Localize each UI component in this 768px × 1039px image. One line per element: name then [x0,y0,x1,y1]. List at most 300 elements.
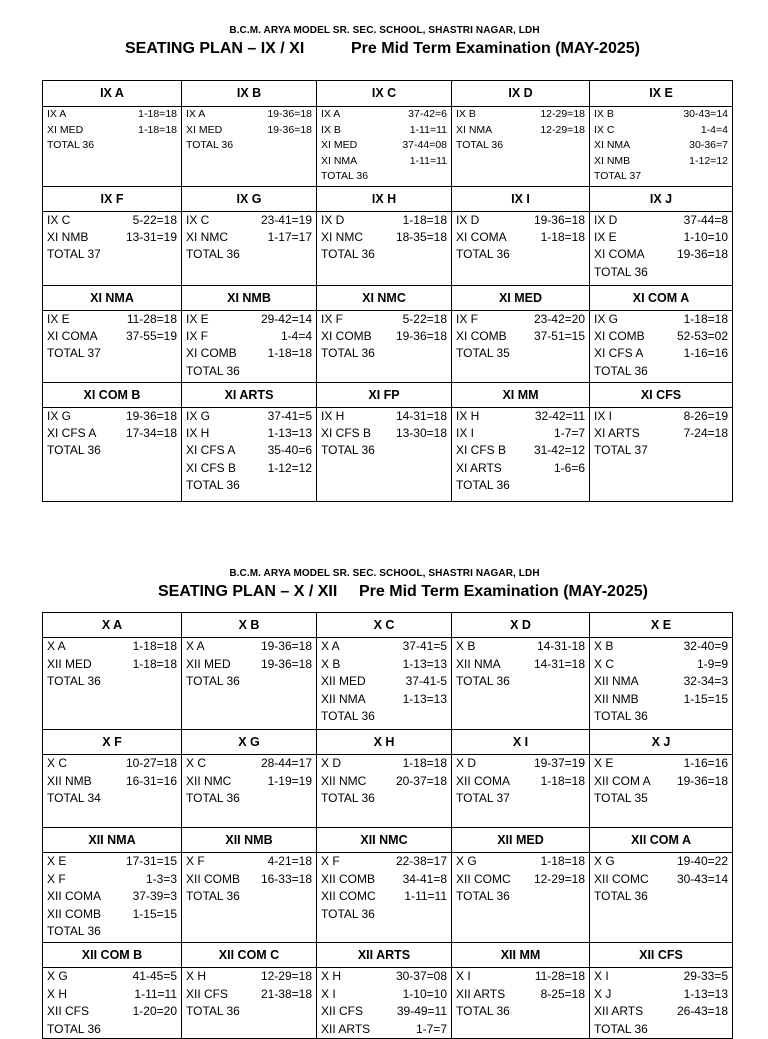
room-cell [590,730,733,828]
roll-range: 14-31-18 [536,639,585,653]
seat-allocation-line [43,425,181,442]
class-section: TOTAL 36 [456,674,510,689]
room-name: XI MM [452,383,589,408]
roll-range: 1-19=19 [267,773,312,788]
room-cell [182,613,317,730]
seat-allocation-line [590,853,732,871]
seat-allocation-line [43,408,181,425]
room-name: IX G [182,187,316,212]
room-name: IX D [452,81,589,107]
class-section: XI NMA [594,139,631,151]
class-section: IX D [321,213,345,227]
class-section: X A [47,639,66,653]
room-cell [317,828,452,943]
seat-allocation-line [43,673,181,691]
roll-range: 37-41-5 [405,674,447,689]
room-cell [317,81,452,187]
room-name: XII NMA [43,828,181,853]
room-name: XII NMB [182,828,316,853]
roll-range: 19-36=18 [260,639,312,653]
seat-allocation-line [317,656,451,674]
class-section: XII COMA [456,773,511,788]
seat-allocation-line [590,755,732,773]
seat-allocation-line [317,986,451,1004]
seat-allocation-line [317,871,451,889]
roll-range: 20-37=18 [395,773,447,788]
seat-allocation-line [452,1003,589,1021]
seat-allocation-line [182,363,316,380]
seat-allocation-line [452,229,589,246]
roll-range: 1-3=3 [145,871,177,886]
class-section: IX E [594,230,617,245]
seat-allocation-line [182,138,316,154]
seat-allocation-line [452,888,589,906]
seat-allocation-line [182,968,316,986]
class-section: IX I [594,409,613,423]
roll-range: 1-11=11 [404,889,447,904]
roll-range: 37-55=19 [125,329,177,344]
seat-allocation-line [317,708,451,726]
roll-range: 1-15=15 [683,691,728,706]
roll-range: 37-42=6 [408,108,447,120]
roll-range: 19-36=18 [267,108,312,120]
roll-range: 1-18=18 [683,312,728,326]
roll-range: 19-36=18 [533,213,585,227]
class-section: IX F [456,312,479,326]
seat-allocation-line [590,345,732,362]
seat-allocation-line [317,345,451,362]
class-section: IX A [321,108,341,120]
roll-range: 1-12=12 [267,460,312,475]
roll-range: 8-26=19 [683,409,728,423]
seat-allocation-line [43,790,181,808]
seat-allocation-line [182,408,316,425]
class-section: XII CFS [47,1004,90,1019]
roll-range: 18-35=18 [395,230,447,245]
roll-range: 37-51=15 [533,329,585,344]
class-section: TOTAL 36 [186,791,240,806]
seat-allocation-line [317,154,451,170]
seat-allocation-line [590,311,732,328]
seat-allocation-line [317,968,451,986]
room-name: XII COM C [182,943,316,968]
room-row [43,943,733,1039]
seat-allocation-line [43,138,181,154]
class-section: XII COMB [47,906,102,921]
roll-range: 37-41=5 [402,639,447,653]
class-section: X F [321,854,340,868]
room-cell [590,613,733,730]
seat-allocation-line [452,853,589,871]
seat-allocation-line [452,986,589,1004]
room-name: X E [590,613,732,638]
room-cell [590,187,733,286]
roll-range: 5-22=18 [132,213,177,227]
seat-allocation-line [182,311,316,328]
class-section: IX B [321,123,341,136]
class-section: IX F [186,329,209,344]
class-section: IX C [186,213,210,227]
exam-name: Pre Mid Term Examination (MAY-2025) [359,583,648,600]
seat-allocation-line [590,442,732,459]
roll-range: 1-18=18 [138,108,177,120]
seat-allocation-line [43,871,181,889]
room-cell [452,730,590,828]
class-section: XI NMB [594,154,631,167]
class-section: TOTAL 36 [186,247,240,262]
class-section: XI CFS B [456,443,507,458]
room-cell [452,286,590,383]
class-section: XII NMB [594,691,639,706]
roll-range: 1-7=7 [553,426,585,441]
seat-allocation-line [317,691,451,709]
class-section: X C [186,756,207,770]
seat-allocation-line [317,123,451,139]
class-section: XI COMB [321,329,372,344]
seat-allocation-line [590,673,732,691]
seat-allocation-line [317,1003,451,1021]
roll-range: 28-44=17 [260,756,312,770]
class-section: XII ARTS [456,986,506,1001]
room-cell [182,730,317,828]
room-cell [452,383,590,502]
seat-allocation-line [43,328,181,345]
roll-range: 1-16=16 [683,756,728,770]
room-name: XI ARTS [182,383,316,408]
roll-range: 37-44=08 [402,139,447,151]
roll-range: 32-34=3 [683,674,728,689]
roll-range: 17-31=15 [125,854,177,868]
room-cell [317,943,452,1039]
seating-table [42,612,733,1039]
class-section: TOTAL 36 [321,906,375,921]
room-name: XII NMC [317,828,451,853]
seat-allocation-line [317,638,451,656]
seat-allocation-line [452,460,589,477]
room-cell [43,383,182,502]
room-name: XI NMA [43,286,181,311]
seat-allocation-line [43,923,181,941]
seat-allocation-line [43,123,181,139]
roll-range: 1-13=13 [267,426,312,441]
room-name: IX F [43,187,181,212]
roll-range: 11-28=18 [534,969,585,983]
class-section: XII NMB [47,773,92,788]
seat-allocation-line [43,442,181,459]
room-cell [317,187,452,286]
class-section: X B [594,639,614,653]
room-name: XI COM A [590,286,732,311]
roll-range: 8-25=18 [540,986,585,1001]
seat-allocation-line [182,755,316,773]
class-section: XII ARTS [594,1004,644,1019]
seat-allocation-line [182,853,316,871]
class-section: IX I [456,426,475,441]
roll-range: 1-18=18 [540,773,585,788]
class-section: XI NMC [321,230,363,245]
class-section: XII MED [47,656,92,671]
roll-range: 4-21=18 [267,854,312,868]
seat-allocation-line [182,229,316,246]
seat-allocation-line [317,906,451,924]
room-name: XI NMC [317,286,451,311]
class-section: X A [186,639,205,653]
class-section: TOTAL 36 [594,889,648,904]
room-cell [43,943,182,1039]
seat-allocation-line [590,638,732,656]
roll-range: 12-29=18 [540,123,585,136]
seat-allocation-line [590,408,732,425]
room-cell [590,286,733,383]
seat-allocation-line [452,477,589,494]
seat-allocation-line [590,212,732,229]
seat-allocation-line [43,1021,181,1039]
class-section: XI ARTS [594,426,640,441]
class-section: XI MED [186,123,223,136]
class-section: IX H [186,426,210,441]
class-section: TOTAL 37 [594,170,642,182]
seat-allocation-line [43,906,181,924]
seat-allocation-line [43,656,181,674]
seat-allocation-line [182,442,316,459]
seat-allocation-line [43,986,181,1004]
seat-allocation-line [452,871,589,889]
room-name: XII ARTS [317,943,451,968]
seat-allocation-line [452,246,589,263]
seat-allocation-line [317,888,451,906]
class-section: X H [186,969,207,983]
class-section: X B [456,639,476,653]
seat-allocation-line [590,169,732,185]
class-section: XI NMA [456,123,493,136]
class-section: X G [47,969,68,983]
seat-allocation-line [452,345,589,362]
class-section: XII CFS [321,1004,364,1019]
seat-allocation-line [452,107,589,123]
seat-allocation-line [182,107,316,123]
roll-range: 21-38=18 [260,986,312,1001]
seat-allocation-line [182,656,316,674]
roll-range: 19-36=18 [676,773,728,788]
room-cell [43,187,182,286]
class-section: XI NMA [321,154,358,167]
room-cell [182,81,317,187]
seat-allocation-line [590,264,732,281]
class-section: TOTAL 36 [456,889,510,904]
class-section: X I [321,986,336,1001]
seat-allocation-line [590,107,732,123]
room-name: X B [182,613,316,638]
seat-allocation-line [590,708,732,726]
class-section: TOTAL 37 [594,443,648,458]
seat-allocation-line [317,229,451,246]
roll-range: 1-11=11 [134,986,177,1001]
school-name: B.C.M. ARYA MODEL SR. SEC. SCHOOL, SHASTRI NAGAR, LDH [229,25,540,36]
class-section: TOTAL 36 [47,139,95,151]
class-section: TOTAL 36 [594,363,648,378]
roll-range: 1-9=9 [696,656,728,671]
room-name: X G [182,730,316,755]
class-section: XII COMB [321,871,376,886]
class-section: IX G [594,312,619,326]
seat-allocation-line [317,425,451,442]
roll-range: 12-29=18 [540,108,585,120]
roll-range: 1-18=18 [132,656,177,671]
seat-allocation-line [317,107,451,123]
seat-allocation-line [317,755,451,773]
roll-range: 26-43=18 [676,1004,728,1019]
seat-allocation-line [182,212,316,229]
room-name: IX H [317,187,451,212]
roll-range: 1-13=13 [683,986,728,1001]
seat-allocation-line [317,246,451,263]
room-row [43,187,733,286]
room-cell [182,828,317,943]
seat-allocation-line [182,986,316,1004]
class-section: TOTAL 34 [47,791,101,806]
class-section: XI CFS B [321,426,372,441]
room-name: X H [317,730,451,755]
seat-allocation-line [452,328,589,345]
seat-allocation-line [452,311,589,328]
roll-range: 30-36=7 [689,139,728,151]
roll-range: 7-24=18 [683,426,728,441]
class-section: TOTAL 37 [47,346,101,361]
roll-range: 17-34=18 [125,426,177,441]
seat-allocation-line [590,986,732,1004]
class-section: IX E [47,312,70,326]
class-section: TOTAL 36 [456,1004,510,1019]
roll-range: 37-39=3 [132,889,177,904]
seat-allocation-line [452,212,589,229]
room-cell [182,943,317,1039]
class-section: XII COM A [594,773,651,788]
room-cell [43,81,182,187]
seat-allocation-line [43,853,181,871]
seat-allocation-line [182,123,316,139]
seat-allocation-line [452,442,589,459]
seat-allocation-line [590,363,732,380]
class-section: X E [47,854,67,868]
roll-range: 13-30=18 [395,426,447,441]
seat-allocation-line [317,673,451,691]
room-name: IX E [590,81,732,107]
seat-allocation-line [43,1003,181,1021]
seat-allocation-line [317,442,451,459]
seat-allocation-line [590,888,732,906]
seat-allocation-line [182,871,316,889]
room-name: X J [590,730,732,755]
class-section: IX G [47,409,72,423]
roll-range: 12-29=18 [260,969,312,983]
class-section: TOTAL 36 [321,247,375,262]
roll-range: 1-15=15 [132,906,177,921]
class-section: XI NMC [186,230,228,245]
seat-allocation-line [182,790,316,808]
seat-allocation-line [317,790,451,808]
class-section: X D [456,756,477,770]
room-name: XII MED [452,828,589,853]
seat-allocation-line [43,229,181,246]
class-section: IX A [47,108,67,120]
class-section: IX G [186,409,211,423]
room-name: IX A [43,81,181,107]
class-section: TOTAL 36 [594,264,648,279]
class-section: X G [456,854,477,868]
room-cell [43,613,182,730]
roll-range: 19-40=22 [676,854,728,868]
room-row [43,383,733,502]
seat-allocation-line [590,1003,732,1021]
room-cell [43,286,182,383]
plan-name: SEATING PLAN – IX / XI [125,40,305,57]
class-section: X E [594,756,614,770]
seat-allocation-line [43,345,181,362]
room-cell [317,613,452,730]
room-name: X C [317,613,451,638]
seat-allocation-line [182,345,316,362]
class-section: X F [186,854,205,868]
room-cell [452,943,590,1039]
roll-range: 1-18=18 [132,639,177,653]
roll-range: 1-18=18 [540,854,585,868]
seat-allocation-line [590,773,732,791]
roll-range: 14-31=18 [395,409,447,423]
class-section: TOTAL 36 [186,674,240,689]
roll-range: 22-38=17 [395,854,447,868]
seating-table [42,80,733,502]
class-section: TOTAL 36 [186,139,234,151]
room-cell [317,730,452,828]
roll-range: 10-27=18 [125,756,177,770]
seat-allocation-line [317,212,451,229]
seat-allocation-line [182,638,316,656]
roll-range: 23-41=19 [260,213,312,227]
room-name: XI NMB [182,286,316,311]
seat-allocation-line [452,755,589,773]
seat-allocation-line [590,328,732,345]
class-section: TOTAL 36 [47,924,101,939]
room-name: XII COM B [43,943,181,968]
class-section: XII COMA [47,889,102,904]
class-section: IX H [456,409,480,423]
seat-allocation-line [43,638,181,656]
seat-allocation-line [317,853,451,871]
class-section: XII COMB [186,871,241,886]
roll-range: 1-18=18 [402,756,447,770]
seat-allocation-line [182,246,316,263]
room-cell [182,383,317,502]
seat-allocation-line [452,656,589,674]
roll-range: 30-43=14 [676,871,728,886]
room-name: IX I [452,187,589,212]
room-name: XI COM B [43,383,181,408]
class-section: TOTAL 36 [47,674,101,689]
room-cell [590,943,733,1039]
room-cell [43,828,182,943]
room-name: XII COM A [590,828,732,853]
seat-allocation-line [452,773,589,791]
seat-allocation-line [182,477,316,494]
roll-range: 13-31=19 [125,230,177,245]
room-row [43,613,733,730]
school-name: B.C.M. ARYA MODEL SR. SEC. SCHOOL, SHASTRI NAGAR, LDH [229,568,540,579]
class-section: IX E [186,312,209,326]
seat-allocation-line [590,968,732,986]
roll-range: 19-37=19 [533,756,585,770]
seat-allocation-line [43,968,181,986]
roll-range: 1-18=18 [138,123,177,136]
